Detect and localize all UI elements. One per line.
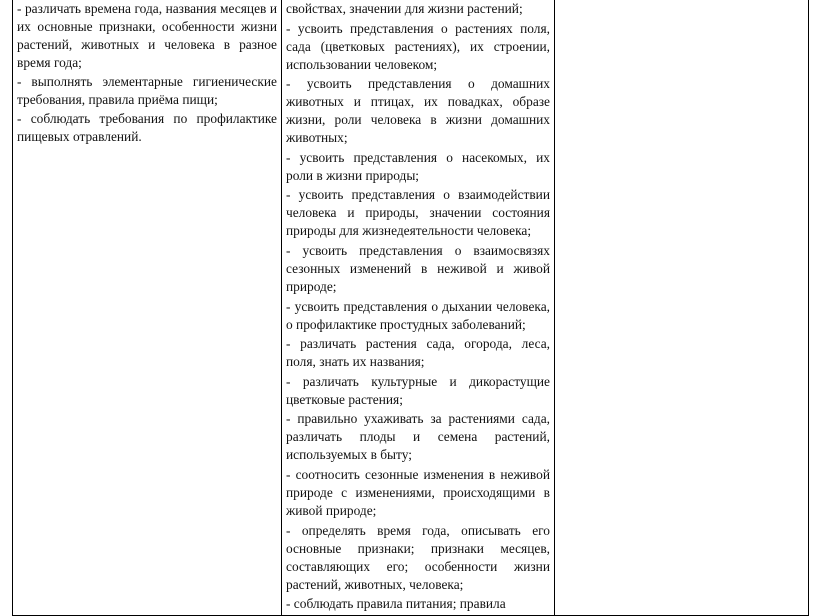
list-item: - усвоить представления о домашних животных и птицах, их повадках, образе жизни, роли человека в жизни домашних животных; [286,76,550,146]
list-item: свойствах, значении для жизни растений; [286,1,523,16]
list-item: - выполнять элементарные гигиенические требования, правила приёма пищи; [17,74,277,107]
requirements-table [12,0,809,616]
list-item: - усвоить представления о насекомых, их роли в жизни природы; [286,149,550,183]
list-item: - правильно ухаживать за растениями сада, различать плоды и семена растений, используемых в быту; [286,411,550,463]
middle-cell-content [282,0,554,613]
list-item: - усвоить представления о взаимосвязях сезонных изменений в неживой и живой природе; [286,242,550,294]
list-item: - соотносить сезонные изменения в неживой природе с изменениями, происходящими в живой природе; [286,466,550,518]
right-cell [555,0,809,615]
left-cell-content [13,0,281,146]
list-item: - усвоить представления о растениях поля, сада (цветковых растениях), их строении, использовании человеком; [286,20,550,72]
list-item: - различать времена года, названия месяцев и их основные признаки, особенности жизни растений, животных и человека в разное время года; [17,1,277,70]
list-item: - соблюдать требования по профилактике пищевых отравлений. [17,111,277,144]
list-item: - усвоить представления о взаимодействии человека и природы, значении состояния природы для жизнедеятельности человека; [286,187,550,239]
table-row [13,0,809,615]
list-item: - определять время года, описывать его основные признаки; признаки месяцев, составляющих его; особенности жизни растений, животных, человека; [286,522,550,592]
middle-cell [282,0,555,615]
list-item: - различать растения сада, огорода, леса, поля, знать их названия; [286,336,550,370]
list-item: - соблюдать правила питания; правила [286,596,506,612]
list-item: - усвоить представления о дыхании человека, о профилактике простудных заболеваний; [286,298,550,332]
list-item: - различать культурные и дикорастущие цветковые растения; [286,373,550,407]
left-cell [13,0,282,615]
